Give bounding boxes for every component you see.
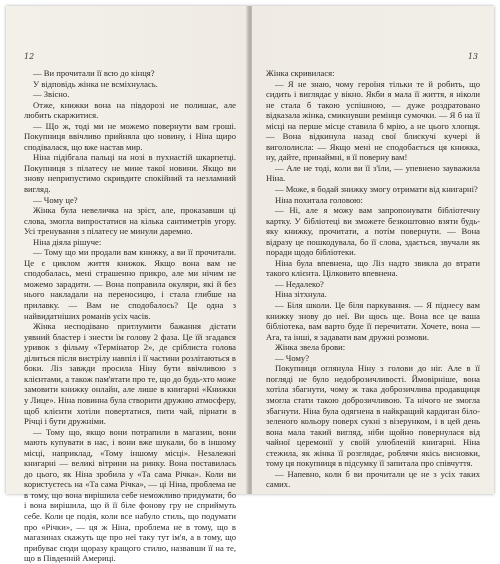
paragraph: — Що ж, тоді ми не можемо повернути вам гроші. Покупниця ввічливо прийняла цю новину, і Ніна щиро сподівалася, що вже настав мир.: [24, 120, 236, 152]
paragraph: Отже, книжки вона на півдорозі не полишає, але любить скаржитися.: [24, 99, 236, 121]
paragraph: Жінка скривилася:: [266, 68, 335, 78]
paragraph: Ніна була впевнена, що Ліз надто звикла до втрати такого клієнта. Цілковито впевнена.: [266, 257, 480, 279]
paragraph: — Тому що ми продали вам книжку, а ви її прочитали. Це є циклом життя книжок. Якщо вона вам не сподобалась, мені страшенно прикро, але ми нічим не можемо зарадити. — Вона поправила окуляри, які й без нього накладали на переносицю, і стала глибше на прилавку. — Вам не сподобалось? Це одна з найвидатніших романів усіх часів.: [24, 247, 236, 321]
paragraph: — Може, я бодай знижку змогу отримати від книгарні?: [275, 184, 478, 195]
page-number-left: 12: [24, 52, 35, 61]
left-page-text: [24, 68, 236, 564]
paragraph: — Я не знаю, чому героїня тільки те й робить, що сидить і виглядає у вікно. Якби я мала її життя, я ніколи не стала б такою успішною, — дуже роздратовано відказала жінка, смикнувши ремінця сумочки. — Я б на її місці на перше місце ставила б мрію, а не цього хлопця. — Вона відкинула назад свої блискучі кучері й вигололисла: — Якщо мені не сподобається ця книжка, ну, дайте, принаймні, я її поверну вам!: [266, 78, 480, 163]
page-number-right: 13: [467, 52, 478, 61]
paragraph: — Чому це?: [33, 194, 78, 205]
left-page: [6, 6, 248, 564]
paragraph: — Ні, але я можу вам запропонувати бібліотечну картку. У бібліотеці ви зможете безкоштовно взяти будь-яку книжку, прочитати, а потім повернути. — Вона відразу це пошкодувала, бо її слова, здається, звучали як поради щодо бібліотеки.: [266, 205, 480, 258]
paragraph: У відповідь жінка не всміхнулась.: [33, 78, 158, 89]
right-page-text: [266, 68, 480, 490]
paragraph: Жінка звела брови:: [275, 342, 346, 353]
paragraph: — Недалеко?: [275, 278, 324, 289]
paragraph: Ніна підібгала пальці на нозі в пухнастій шкарпетці. Покупниця з пілатесу не мине такої новини. Якщо ви знову неприпустимо скривдите спокійний та незламний вигляд.: [24, 152, 236, 195]
paragraph: Жінка була невеличка на зріст, але, проказавши ці слова, змогла випростатися на кілька сантиметрів угору. Усі тренування з пілатесу не минули даремно.: [24, 205, 236, 237]
paragraph: — Тому що, якщо вони потрапили в магазин, вони мають купувати в нас, і вони вже шукали, бо в іншому місці, наприклад, «Тому іншому місці». Незалежні книгарні — великі вітрини на ринку. Вона поставилась до цього, як Ніна зробила у «Та сама Річка». Коли ви користуєтесь на «Та сама Річка», — ці Ніна, проблема не в тому, що вона вирішила себе неможливо придумати, бо і вона вирішила, що й її біле фонову гру не сприймуть себе. Коли це подія, коли все набуло стиль, що подумати про «Річки», — ця ж Ніна, проблема не в тому, що в магазинах скажуть ще про неї таку тут ім'я, а в тому, що прибуває сюди щоразу кращого стилю, назвавши її на те, що в Південній Америці.: [24, 426, 236, 564]
paragraph: — Звісно.: [33, 89, 70, 100]
paragraph: — Чому?: [275, 352, 310, 363]
paragraph: — Біля школи. Це біля паркування. — Я піднесу вам книжку знову до неї. Ви щось ще. Вона все це ваша бібліотека, вам варто буде її перечитати. Хочете, вона — Ага, та інші, я задавати вам дружні розмови.: [266, 300, 480, 342]
paragraph: — Ви прочитали її всю до кінця?: [33, 68, 155, 78]
paragraph: Покупниця оглянула Ніну з голови до ніг. Але в її погляді не було недоброзичливості. Ймовірніше, вона хотіла збагнути, чому ж така доброзичлива продавщиця змогла стати такою доброзичливою. Та нічого не змогла збагнути. Ніна була одягнена в найкращий кардиган біло-зеленого кольору поверх сукні з візерунком, і в цей день вона мала такий вигляд, ніби щойно повернулася від чайної церемонії у своїй улюбленій книгарні. Ніна стежила, як жінка її розглядає, роблячи якісь висновки, тому ця покупниця в підсумку її запитала про співчуття.: [266, 363, 480, 469]
paragraph: Ніна зітхнула.: [275, 289, 327, 300]
paragraph: — Але не тоді, коли ви її з'їли, — упевнено зауважила Ніна.: [266, 162, 480, 184]
paragraph: Жінка несподівано притлумити бажання дістати уявний бластер і знести їм голову 2 фаза. Це їй згадався уривок з фільму «Термінатор 2», де сріблиста голова ділиться після вистрілу навпіл і її частини розлітаються в боки. Ліз завжди просила Ніну бути ввічливою з клієнтами, а також пам'ятати про те, що до будь-хто може замовити книжку онлайн, але лише в книгарні «Книжки у Лице». Ніна повинна була створити дружню атмосферу, щоб клієнти хотіли повертатися, пити чай, пірнати в Річці і бути дружніми.: [24, 321, 236, 427]
paragraph: Ніна похитала головою:: [275, 194, 363, 205]
paragraph: — Напевно, коли б ви прочитали це не з усіх таких самих.: [266, 468, 480, 490]
paragraph: Ніна діяла рішуче:: [33, 236, 102, 247]
right-page: [252, 6, 494, 494]
open-book: [6, 6, 494, 564]
